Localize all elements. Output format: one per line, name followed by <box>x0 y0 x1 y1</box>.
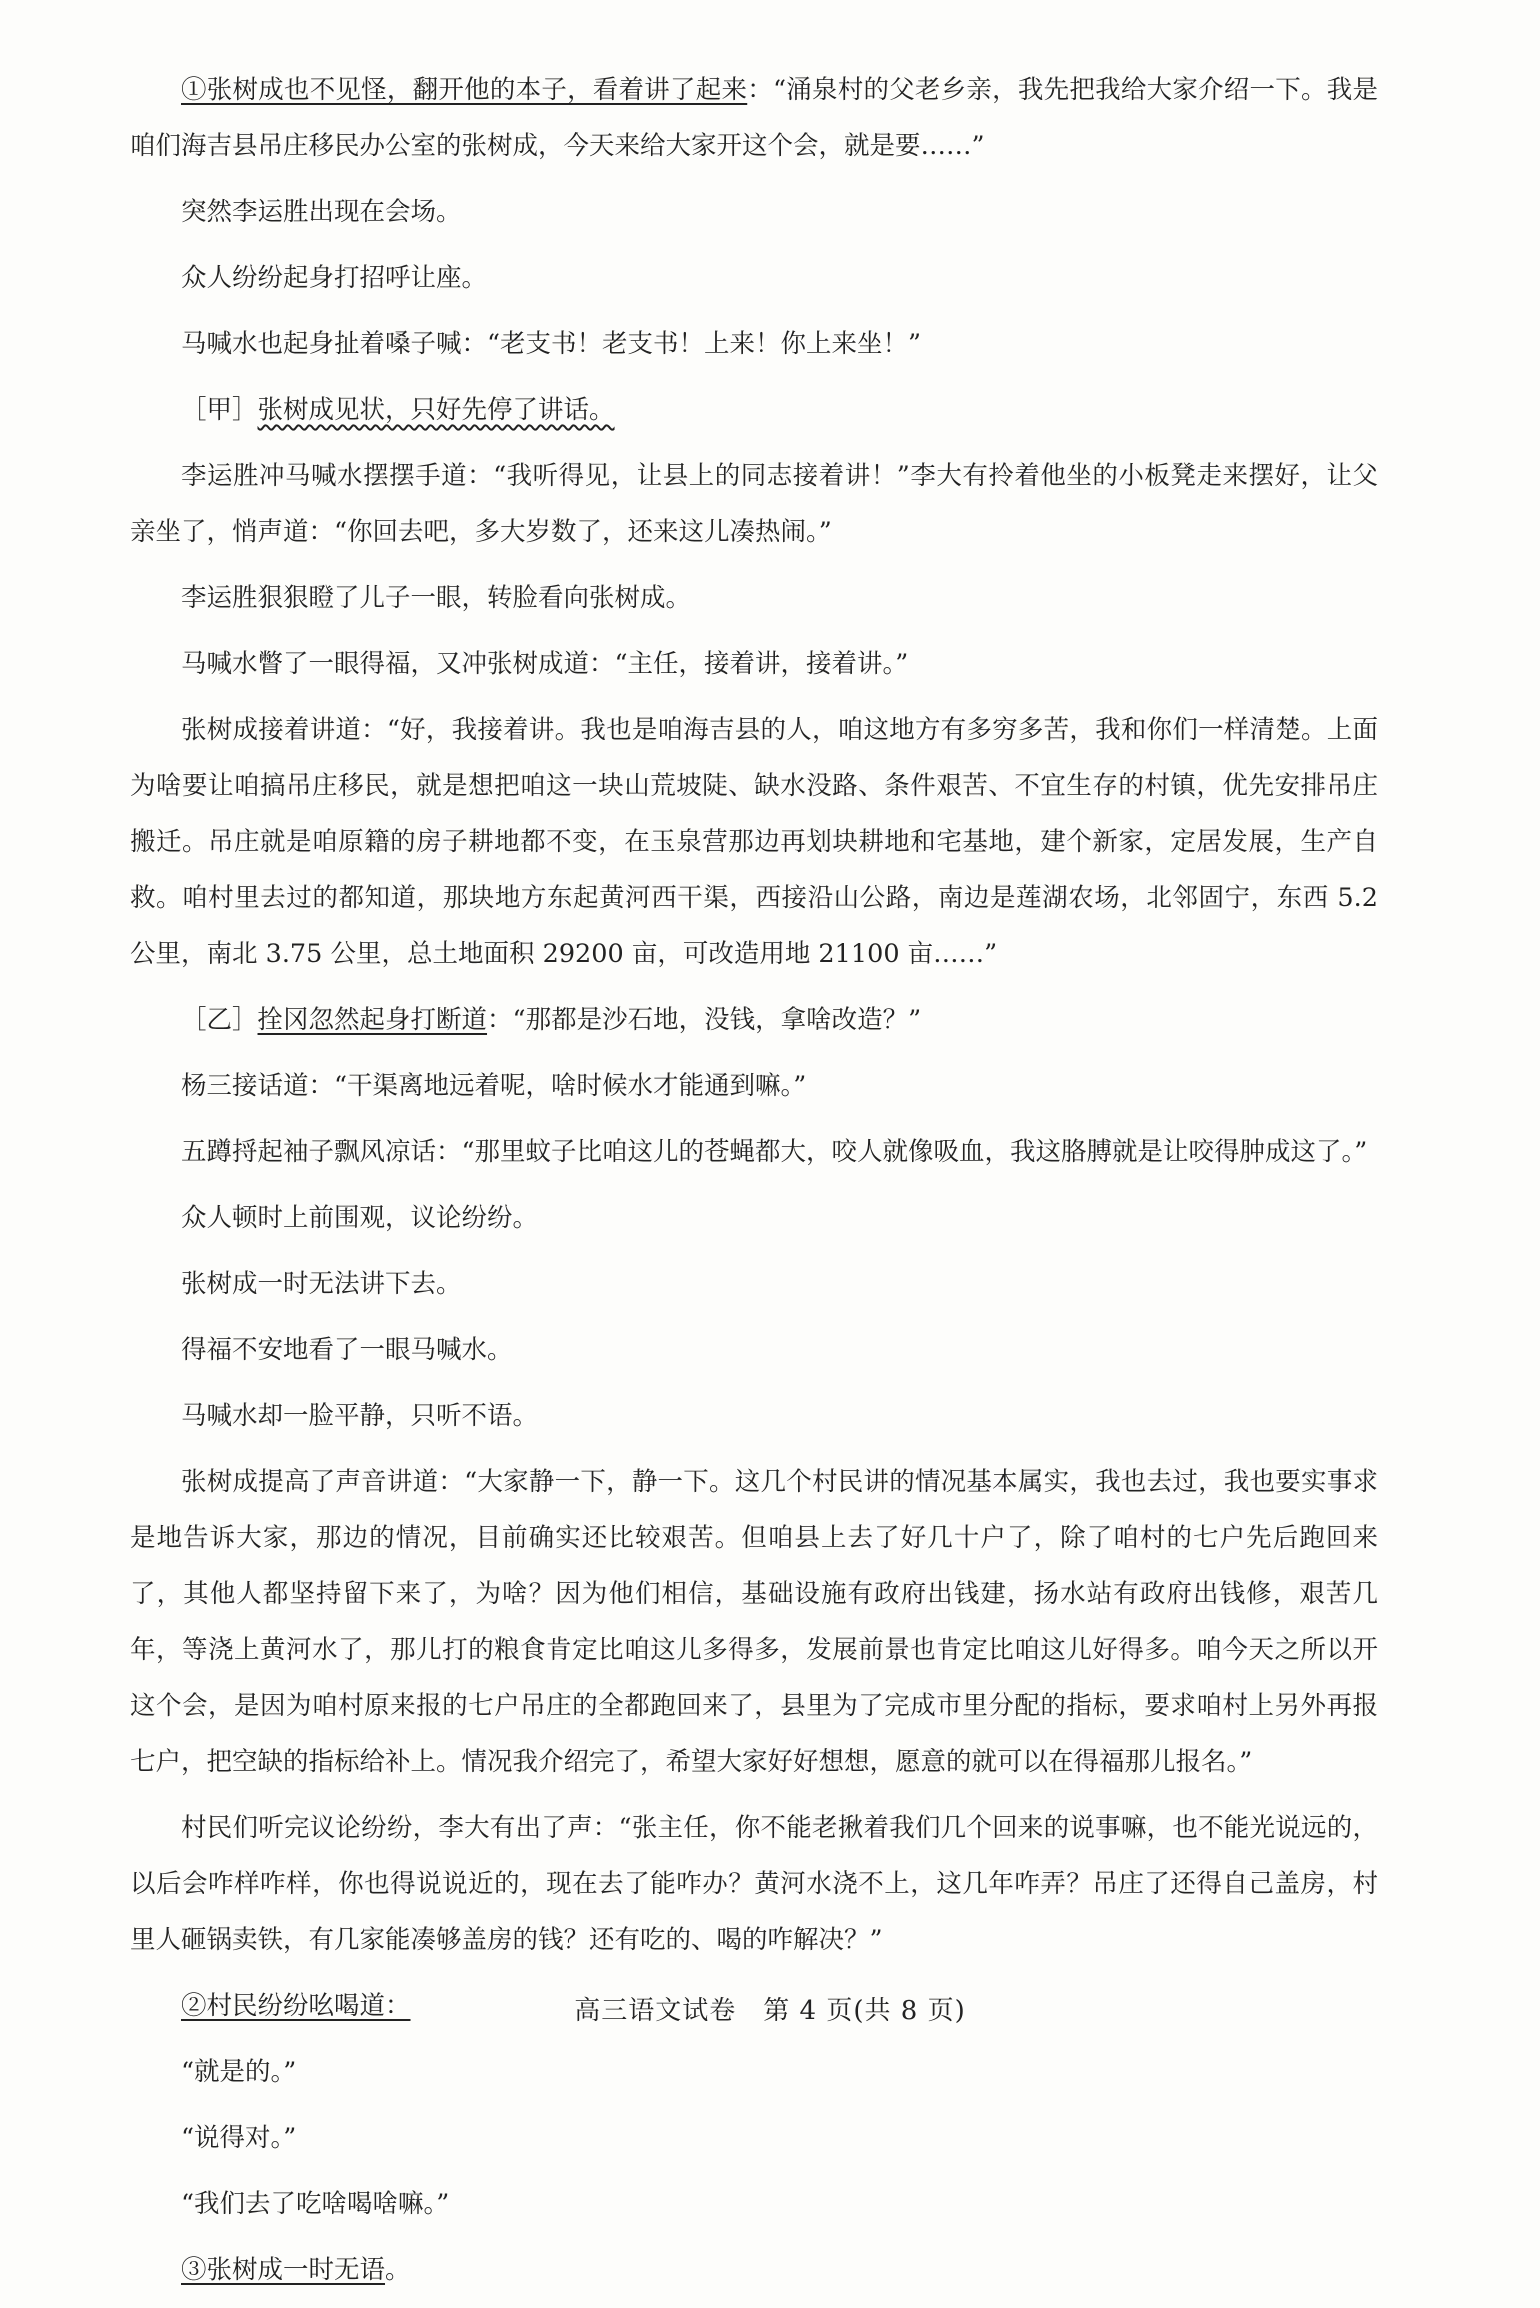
text-segment: “就是的。” <box>181 2057 297 2087</box>
text-segment: 李运胜狠狠瞪了儿子一眼，转脸看向张树成。 <box>181 583 692 613</box>
text-segment: 五蹲捋起袖子飘风凉话：“那里蚊子比咱这儿的苍蝇都大，咬人就像吸血，我这胳膊就是让咬得肿成这了。” <box>181 1137 1368 1167</box>
text-segment: 马喊水也起身扯着嗓子喊：“老支书！老支书！上来！你上来坐！” <box>181 329 922 359</box>
paragraph-p22 <box>130 2176 1378 2232</box>
page-footer: 高三语文试卷 第 4 页(共 8 页) <box>574 1996 966 2026</box>
text-segment: ［甲］ <box>181 395 258 425</box>
paragraph-p18 <box>130 1800 1378 1968</box>
text-segment: ：“涌泉村的父老乡亲，我先把我给大家介绍一下。我是咱们海吉县吊庄移民办公室的张树成，今天来给大家开这个会，就是要……” <box>130 75 1378 161</box>
text-segment: 张树成接着讲道：“好，我接着讲。我也是咱海吉县的人，咱这地方有多穷多苦，我和你们一样清楚。上面为啥要让咱搞吊庄移民，就是想把咱这一块山荒坡陡、缺水没路、条件艰苦、不宜生存的村镇，优先安排吊庄搬迁。吊庄就是咱原籍的房子耕地都不变，在玉泉营那边再划块耕地和宅基地，建个新家，定居发展，生产自救。咱村里去过的都知道，那块地方东起黄河西干渠，西接沿山公路，南边是莲湖农场，北邻固宁，东西 5.2 公里，南北 3.75 公里，总土地面积 29200 亩，可改造用地 21100 亩……” <box>130 715 1378 969</box>
paragraph-p10 <box>130 992 1378 1048</box>
text-segment: 马喊水却一脸平静，只听不语。 <box>181 1401 539 1431</box>
paragraph-p20 <box>130 2044 1378 2100</box>
paragraph-p4 <box>130 316 1378 372</box>
text-segment: ［乙］ <box>181 1005 258 1035</box>
text-segment: 张树成提高了声音讲道：“大家静一下，静一下。这几个村民讲的情况基本属实，我也去过，我也要实事求是地告诉大家，那边的情况，目前确实还比较艰苦。但咱县上去了好几十户了，除了咱村的七户先后跑回来了，其他人都坚持留下来了，为啥？因为他们相信，基础设施有政府出钱建，扬水站有政府出钱修，艰苦几年，等浇上黄河水了，那儿打的粮食肯定比咱这儿多得多，发展前景也肯定比咱这儿好得多。咱今天之所以开这个会，是因为咱村原来报的七户吊庄的全都跑回来了，县里为了完成市里分配的指标，要求咱村上另外再报七户，把空缺的指标给补上。情况我介绍完了，希望大家好好想想，愿意的就可以在得福那儿报名。” <box>130 1467 1378 1777</box>
text-segment: 众人纷纷起身打招呼让座。 <box>181 263 488 293</box>
marked-text: 张树成见状，只好先停了讲话。 <box>257 395 615 425</box>
marked-text: ①张树成也不见怪，翻开他的本子，看着讲了起来 <box>181 75 748 105</box>
passage-body <box>130 62 1378 2308</box>
paragraph-p13 <box>130 1190 1378 1246</box>
paragraph-p7 <box>130 570 1378 626</box>
paragraph-p14 <box>130 1256 1378 1312</box>
text-segment: “说得对。” <box>181 2123 297 2153</box>
paragraph-p3 <box>130 250 1378 306</box>
text-segment: 李运胜冲马喊水摆摆手道：“我听得见，让县上的同志接着讲！”李大有拎着他坐的小板凳走来摆好，让父亲坐了，悄声道：“你回去吧，多大岁数了，还来这儿凑热闹。” <box>130 461 1378 547</box>
text-segment: 突然李运胜出现在会场。 <box>181 197 462 227</box>
paragraph-p1 <box>130 62 1378 174</box>
text-segment: 马喊水瞥了一眼得福，又冲张树成道：“主任，接着讲，接着讲。” <box>181 649 909 679</box>
text-segment: 村民们听完议论纷纷，李大有出了声：“张主任，你不能老揪着我们几个回来的说事嘛，也不能光说远的，以后会咋样咋样，你也得说说近的，现在去了能咋办？黄河水浇不上，这几年咋弄？吊庄了还得自己盖房，村里人砸锅卖铁，有几家能凑够盖房的钱？还有吃的、喝的咋解决？” <box>130 1813 1378 1955</box>
marked-text: ③张树成一时无语 <box>181 2255 386 2285</box>
text-segment: 众人顿时上前围观，议论纷纷。 <box>181 1203 539 1233</box>
paragraph-p5 <box>130 382 1378 438</box>
paragraph-p9 <box>130 702 1378 982</box>
text-segment: 张树成一时无法讲下去。 <box>181 1269 462 1299</box>
text-segment: “我们去了吃啥喝啥嘛。” <box>181 2189 450 2219</box>
paragraph-p16 <box>130 1388 1378 1444</box>
paragraph-p2 <box>130 184 1378 240</box>
paragraph-p12 <box>130 1124 1378 1180</box>
paragraph-p17 <box>130 1454 1378 1790</box>
marked-text: 拴冈忽然起身打断道 <box>257 1005 488 1035</box>
text-segment: 杨三接话道：“干渠离地远着呢，啥时候水才能通到嘛。” <box>181 1071 807 1101</box>
paragraph-p15 <box>130 1322 1378 1378</box>
text-segment: 。 <box>385 2255 411 2285</box>
paragraph-p23 <box>130 2242 1378 2298</box>
text-segment: ：“那都是沙石地，没钱，拿啥改造？” <box>487 1005 922 1035</box>
paragraph-p8 <box>130 636 1378 692</box>
paragraph-p6 <box>130 448 1378 560</box>
paragraph-p11 <box>130 1058 1378 1114</box>
text-segment: 得福不安地看了一眼马喊水。 <box>181 1335 513 1365</box>
marked-text: ②村民纷纷吆喝道： <box>181 1991 411 2021</box>
paragraph-p21 <box>130 2110 1378 2166</box>
